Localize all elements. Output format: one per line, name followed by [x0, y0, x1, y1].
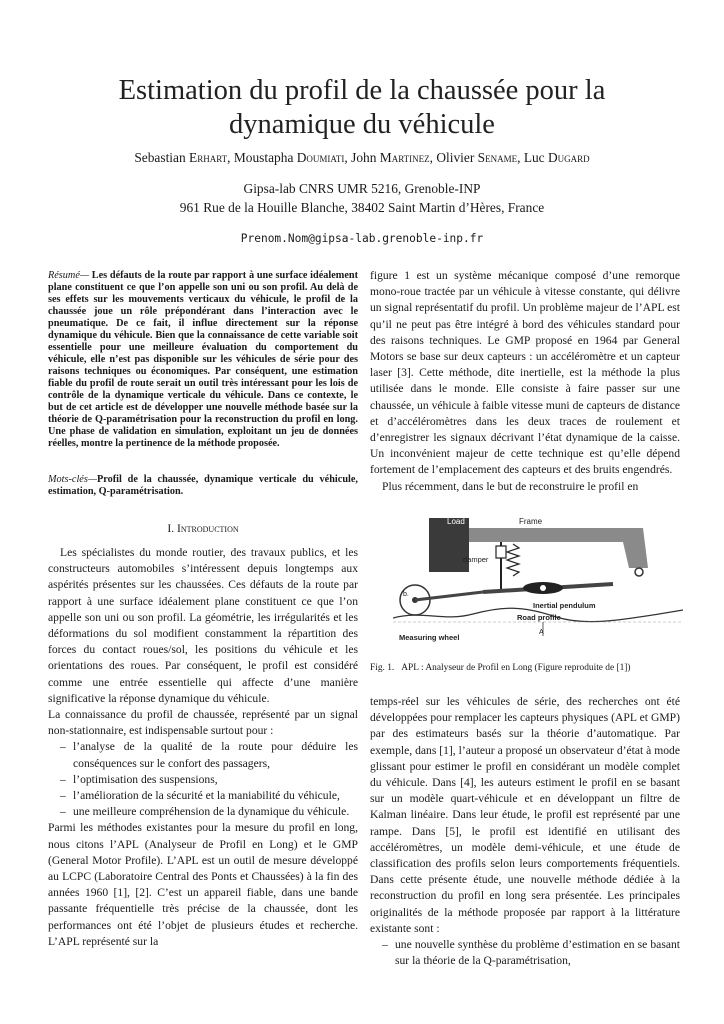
abstract-text: Les défauts de la route par rapport à une surface idéalement plane constituent ce que l’on appelle son uni ou son profil. Au delà de ses effets sur les mouvements verticaux du véhicule, le profil de la chaussée joue un rôle prépondérant dans l’interaction avec le pneumatique. De ce fait, il influe directement sur la réponse dynamique du véhicule. Bien que la connaissance de cette variable soit essentielle pour une meilleure évaluation du comportement du véhicule, elle n’est pas disponible sur les véhicules de série pour des raisons techniques ou économiques. Par conséquent, une estimation fiable du profil de route serait un outil très intéressant pour les lois de contrôle de la dynamique verticale du véhicule. Dans ce contexte, le but de cet article est de développer une nouvelle méthode basée sur la théorie de Q-paramétrisation pour la reconstruction du profil en long. Une phase de validation en simulation, exploitant un jeu de données réelles, montre la pertinence de la méthode proposée.	[48, 270, 358, 449]
author: Moustapha Doumiati	[233, 150, 345, 165]
right-column-bottom	[370, 694, 680, 969]
author: John Martinez	[351, 150, 430, 165]
label-damper: damper	[463, 555, 489, 564]
right-column-top	[370, 268, 680, 495]
list-item: – une meilleure compréhension de la dynamique du véhicule.	[60, 805, 350, 819]
label-road: Road profile	[517, 613, 561, 622]
paragraph: temps-réel sur les véhicules de série, des recherches ont été développées pour remplacer les capteurs physiques (APL et GMP) par des estimateurs basés sur la théorie d’automatique. Par exemple, dans [1], l’auteur a proposé un observateur d’état à mode glissant pour estimer le profil en considérant un modèle complet du véhicule. Dans [4], les auteurs estiment le profil en se basant sur un modèle quart-véhicule et en développant un filtre de Kalman linéaire. Dans leur étude, le profil est représenté par une rampe. Dans [5], le profil est identifié en utilisant des accéléromètres, un modèle demi-véhicule, et une étude de classification des profils selon leurs comportements fréquentiels. Dans cette présente étude, une nouvelle méthode dédiée à la reconstruction du profil en long sera présentée. Les principales originalités de la méthode proposée par rapport à la littérature existante sont :	[370, 695, 680, 935]
abstract	[48, 270, 358, 450]
list-item: – l’amélioration de la sécurité et la maniabilité du véhicule,	[60, 789, 340, 803]
list-item: – l’analyse de la qualité de la route pour déduire les conséquences sur le confort des passagers,	[60, 740, 358, 770]
keywords	[48, 474, 358, 498]
label-load: Load	[447, 517, 465, 526]
author: Luc Dugard	[523, 150, 590, 165]
paragraph: La connaissance du profil de chaussée, représenté par un signal non-stationnaire, est indispensable surtout pour :	[48, 708, 358, 738]
affiliation: Gipsa-lab CNRS UMR 5216, Grenoble-INP 961 Rue de la Houille Blanche, 38402 Saint Martin d’Hères, France	[179, 181, 545, 215]
title-line-1: Estimation du profil de la chaussée pour la	[118, 75, 606, 106]
paper-title	[40, 74, 684, 142]
author-list: Sebastian Erhart, Moustapha Doumiati, John Martinez, Olivier Sename, Luc Dugard	[134, 150, 590, 165]
figure-caption: Fig. 1. APL : Analyseur de Profil en Long (Figure reproduite de [1])	[370, 663, 631, 673]
apl-figure	[393, 510, 683, 645]
author: Olivier Sename	[436, 150, 518, 165]
paragraph: figure 1 est un système mécanique composé d’une remorque mono-roue tractée par un véhicule à vitesse constante, qui délivre un signal représentatif du profil. Un problème majeur de l’APL est qu’il ne peut pas être intégré à bord des véhicules standard pour des raisons techniques. Le GMP proposé en 1964 par General Motors se base sur deux capteurs : un accéléromètre et un capteur laser [3]. Cette méthode, dite inertielle, est la méthode la plus utilisée dans le monde. Elle consiste à faire passer sur une chaussée, un véhicule à faible vitesse muni de capteurs de distance et d’accéléromètres dans les deux traces de roulement et d’enregistrer les signaux décrivant l’état dynamique de la caisse. Un inconvénient majeur de cette technique est qu’elle dépend fortement de l’emplacement des capteurs et des bruits engendrés.	[370, 269, 680, 477]
title-line-2: dynamique du véhicule	[229, 109, 495, 140]
label-a: A	[539, 629, 544, 636]
label-wheel: Measuring wheel	[399, 633, 460, 642]
paragraph: Plus récemment, dans le but de reconstruire le profil en	[382, 479, 639, 493]
keywords-label: Mots-clés—	[48, 474, 97, 485]
left-column-body	[48, 545, 358, 950]
abstract-label: Résumé—	[48, 270, 89, 281]
keywords-text: Profil de la chaussée, dynamique verticale du véhicule, estimation, Q-paramétrisation.	[48, 474, 358, 497]
section-heading: I. Introduction	[167, 522, 239, 535]
paragraph: Les spécialistes du monde routier, des travaux publics, et les constructeurs automobiles s’intéressent depuis longtemps aux aspérités présentes sur les chaussées. Ces défauts de la route par rapport à une surface idéalement plane constituent ce que l’on appelle son uni ou son profil. La géométrie, les irrégularités et les déformations du sol modifient constamment la répartition des forces du contact roues/sol, les positions du véhicule et les orientations des roues. Par conséquent, le profil est considéré comme une entrée essentielle qui affecte d’une manière significative la réponse dynamique du véhicule.	[48, 546, 358, 705]
bullet-list	[370, 937, 680, 969]
list-item: – l’optimisation des suspensions,	[60, 772, 218, 786]
list-item: – une nouvelle synthèse du problème d’estimation en se basant sur la théorie de la Q-paramétrisation,	[382, 938, 680, 968]
paragraph: Parmi les méthodes existantes pour la mesure du profil en long, nous citons l’APL (Analyseur de Profil en Long) et le GMP (General Motor Profile). L’APL est un outil de mesure développé au LCPC (Laboratoire Central des Ponts et Chaussées) à la fin des années 1960 [1], [2]. C’est un appareil fiable, dans une bande passante fréquentielle très précise de la chaussée, dont les performances ont été l’objet de plusieurs études et recherche. L’APL représenté sur la	[48, 821, 358, 948]
author: Sebastian Erhart	[134, 150, 228, 165]
label-frame: Frame	[519, 517, 543, 526]
label-b: b.	[403, 591, 409, 598]
bullet-list	[48, 739, 358, 820]
label-inertial: Inertial pendulum	[533, 601, 596, 610]
author-email: Prenom.Nom@gipsa-lab.grenoble-inp.fr	[240, 232, 484, 245]
